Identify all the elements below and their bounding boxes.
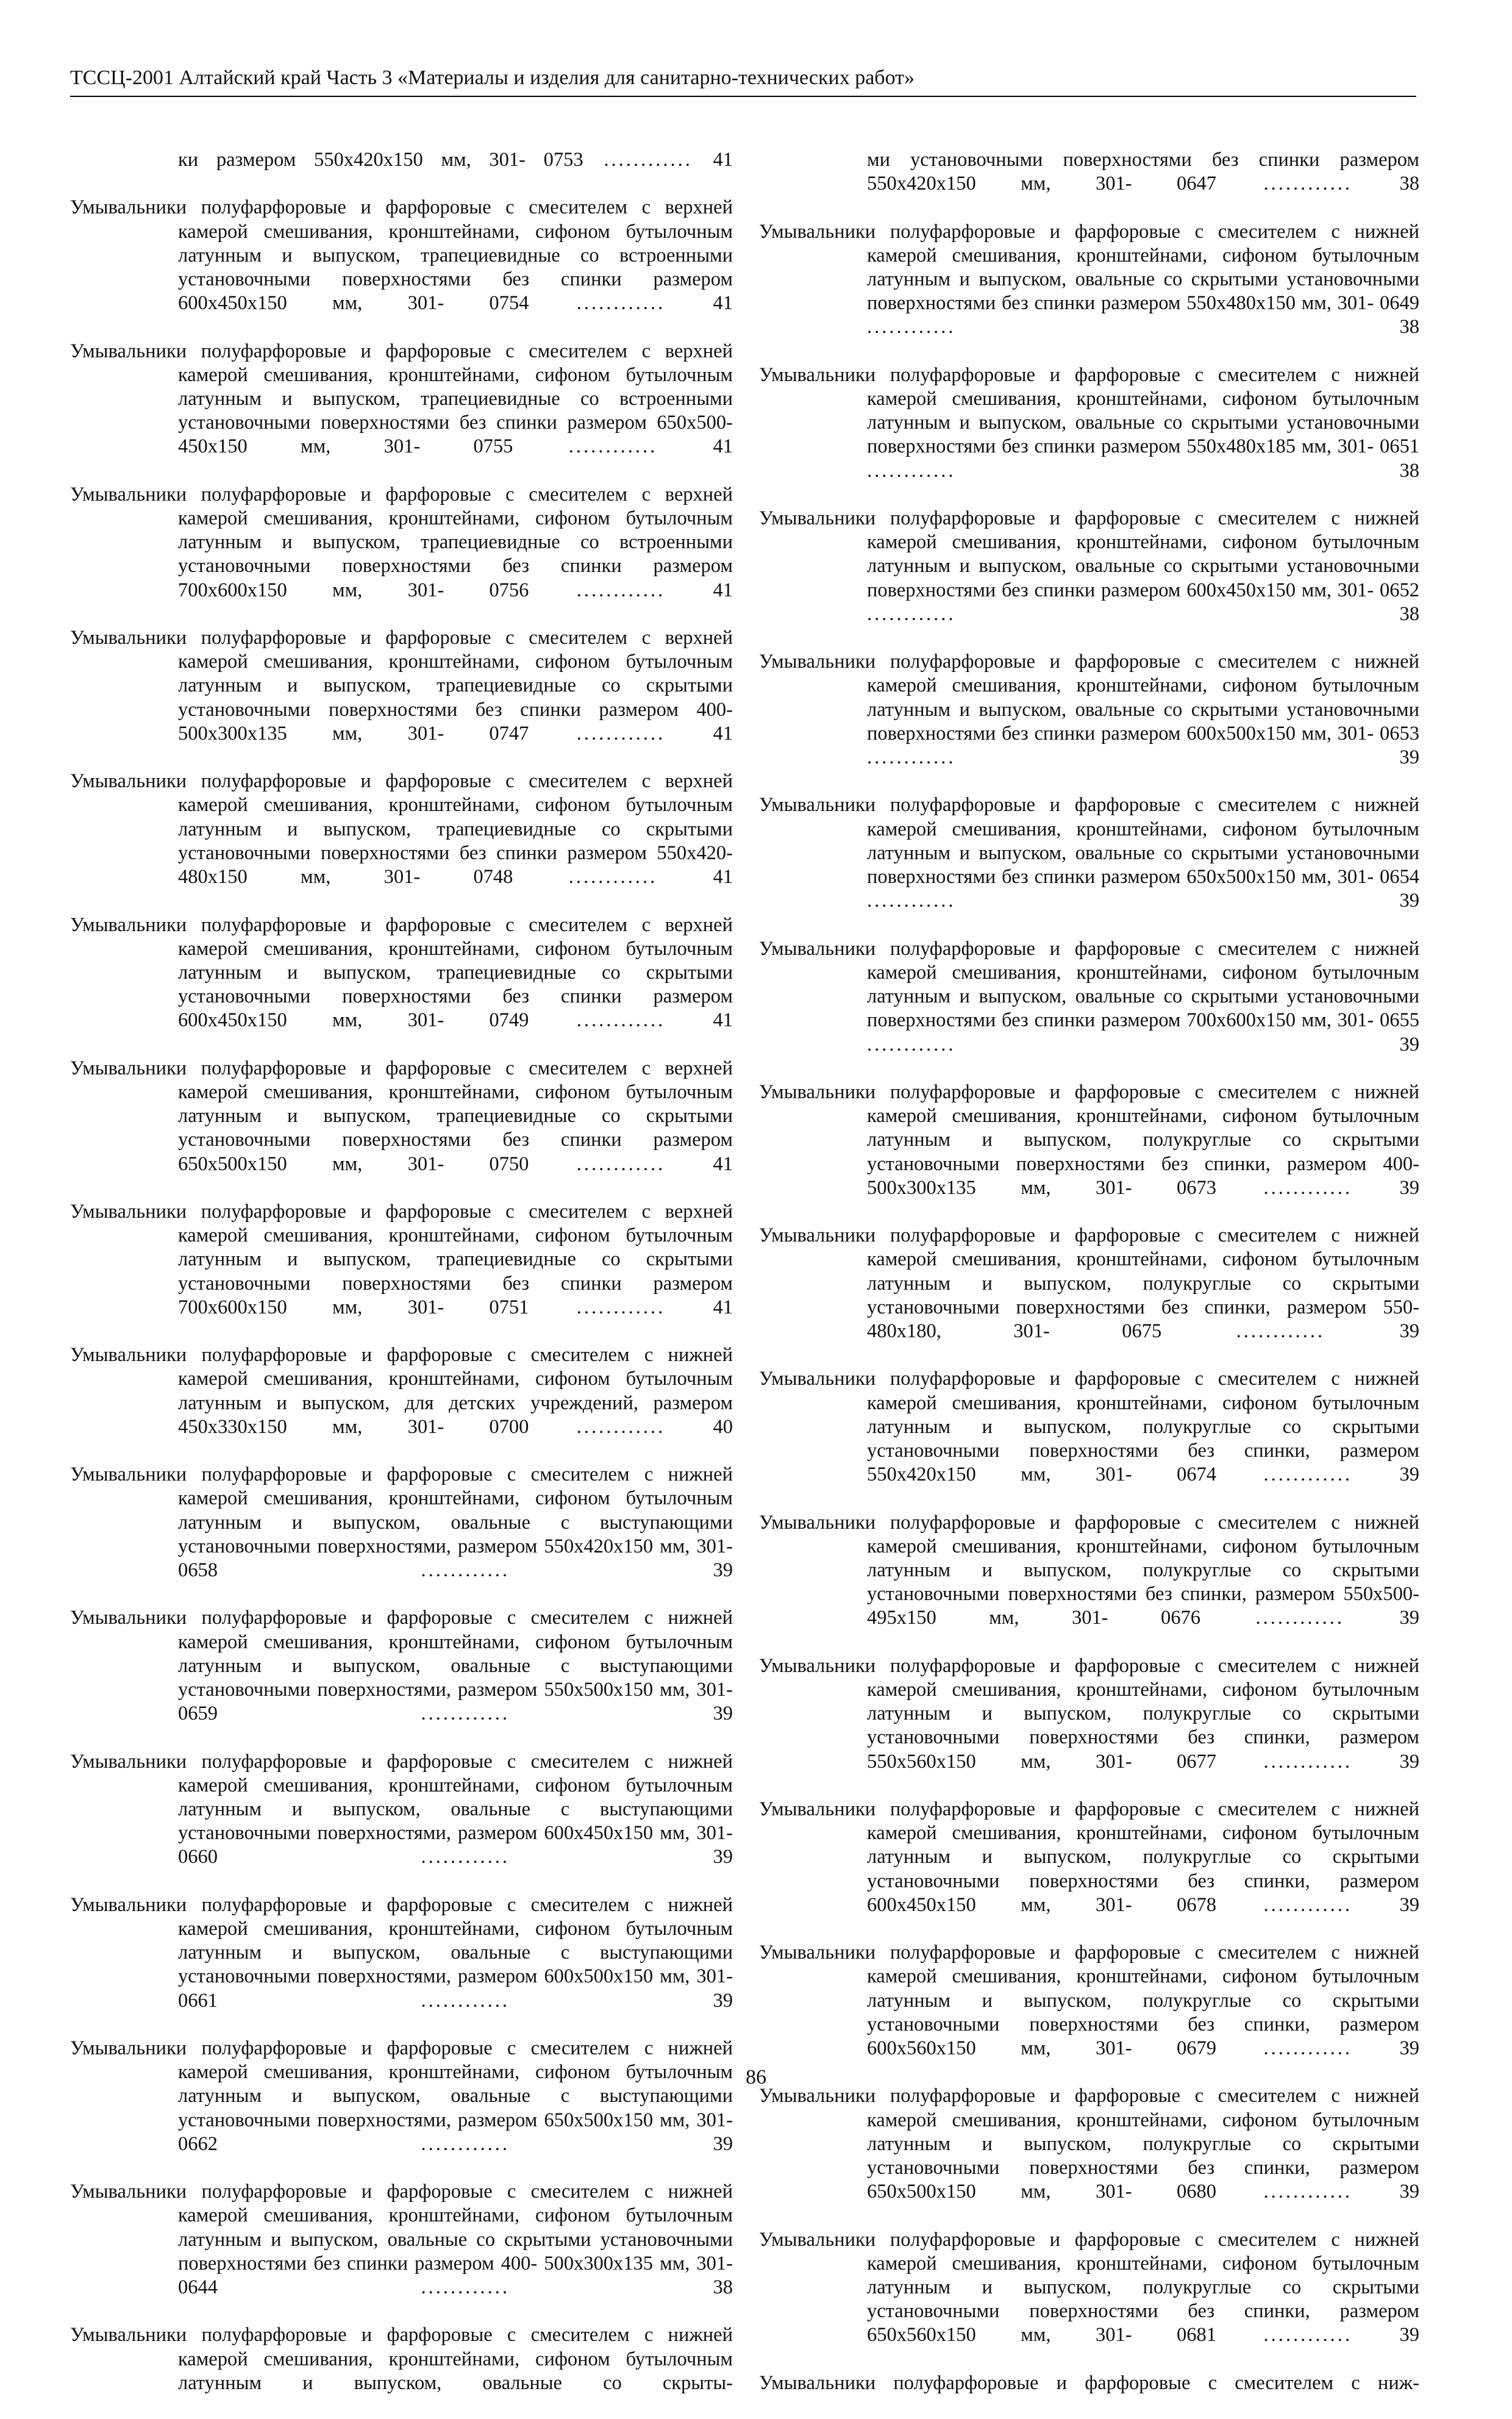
index-entry-text: Умывальники полуфарфоровые и фарфоровые с смесителем с нижней камерой смешивания, кронштейнами, сифоном бутылочным латунным и выпуском, полукруглые со скрытыми установочными поверхностями без спинки, размером 650х560х150 мм, 301- 0681 xyxy=(759,2228,1419,2346)
index-entry xyxy=(70,1057,733,1200)
index-entry-text: Умывальники полуфарфоровые и фарфоровые с смесителем с нижней камерой смешивания, кронштейнами, сифоном бутылочным латунным и выпуском, полукруглые со скрытыми установочными поверхностями без спинки, размером 550х500- 495х150 мм, 301- 0676 xyxy=(759,1511,1419,1629)
index-entry-text: Умывальники полуфарфоровые и фарфоровые с смесителем с верхней камерой смешивания, кронштейнами, сифоном бутылочным латунным и выпуском, трапециевидные со скрытыми установочными поверхностями без спинки размером 650х500х150 мм, 301- 0750 xyxy=(70,1057,733,1175)
page-number: 86 xyxy=(746,2066,766,2088)
index-entry-page: 39 xyxy=(1399,2324,1419,2346)
index-entry-text: Умывальники полуфарфоровые и фарфоровые с смесителем с нижней камерой смешивания, кронштейнами, сифоном бутылочным латунным и выпуском, овальные со скрытыми установочными поверхностями без спинки размером 600х500х150 мм, 301- 0653 xyxy=(759,651,1419,745)
index-entry-text: Умывальники полуфарфоровые и фарфоровые с смесителем с верхней камерой смешивания, кронштейнами, сифоном бутылочным латунным и выпуском, трапециевидные со встроенными установочными поверхностями без спинки размером 650х500- 450х150 мм, 301- 0755 xyxy=(70,340,733,458)
dot-leader: ............ xyxy=(867,459,1400,482)
index-entry-page: 39 xyxy=(1399,2037,1419,2060)
index-entry xyxy=(759,937,1419,1081)
dot-leader: ............ xyxy=(513,435,713,458)
index-entry-page: 39 xyxy=(1399,1320,1420,1342)
dot-leader: ............ xyxy=(1200,1607,1400,1629)
dot-leader: ............ xyxy=(1216,2181,1400,2203)
index-entry-text: Умывальники полуфарфоровые и фарфоровые с смесителем с нижней камерой смешивания, кронштейнами, сифоном бутылочным латунным и выпуском, полукруглые со скрытыми установочными поверхностями без спинки, размером 550- 480х180, 301- 0675 xyxy=(759,1224,1419,1342)
index-entry-page: 39 xyxy=(1399,1607,1419,1629)
index-entry-page: 39 xyxy=(1399,1463,1419,1486)
dot-leader: ............ xyxy=(529,1009,713,1032)
dot-leader: ............ xyxy=(1216,1750,1400,1773)
index-entry-page: 41 xyxy=(713,1152,733,1175)
index-entry xyxy=(70,1343,733,1463)
dot-leader: ............ xyxy=(1216,1463,1400,1486)
dot-leader: ............ xyxy=(1216,173,1400,195)
dot-leader: ............ xyxy=(867,1033,1400,1056)
index-entry xyxy=(70,1606,733,1749)
index-entry-page: 39 xyxy=(1399,890,1419,912)
index-entry-page: 39 xyxy=(1399,1176,1419,1199)
index-entry-page: 39 xyxy=(1399,2181,1419,2203)
index-entry-page: 39 xyxy=(1399,1033,1419,1056)
dot-leader: ............ xyxy=(1216,2037,1400,2060)
dot-leader: ............ xyxy=(218,1703,713,1725)
index-entry-page: 39 xyxy=(713,1989,733,2012)
index-entry-text: Умывальники полуфарфоровые и фарфоровые с смесителем с ниж- xyxy=(759,2371,1419,2394)
index-entry-page: 38 xyxy=(1399,602,1419,625)
index-entry-text: Умывальники полуфарфоровые и фарфоровые с смесителем с нижней камерой смешивания, кронштейнами, сифоном бутылочным латунным и выпуском, овальные со скрытыми установочными поверхностями без спинки размером 600х450х150 мм, 301- 0652 xyxy=(759,507,1419,601)
index-entry xyxy=(759,1511,1419,1654)
index-entry-text: Умывальники полуфарфоровые и фарфоровые с смесителем с нижней камерой смешивания, кронштейнами, сифоном бутылочным латунным и выпуском, овальные с выступающими установочными поверхностями, размером 600х450х150 мм, 301- 0660 xyxy=(70,1750,733,1868)
index-entry-text: Умывальники полуфарфоровые и фарфоровые с смесителем с верхней камерой смешивания, кронштейнами, сифоном бутылочным латунным и выпуском, трапециевидные со скрытыми установочными поверхностями без спинки размером 400- 500х300х135 мм, 301- 0747 xyxy=(70,627,733,745)
index-entry xyxy=(759,2371,1419,2419)
index-entry-page: 39 xyxy=(713,1559,733,1581)
index-entry-text: Умывальники полуфарфоровые и фарфоровые с смесителем с нижней камерой смешивания, кронштейнами, сифоном бутылочным латунным и выпуском, полукруглые со скрытыми установочными поверхностями без спинки, размером 600х450х150 мм, 301- 0678 xyxy=(759,1798,1419,1916)
index-entry-text: Умывальники полуфарфоровые и фарфоровые с смесителем с нижней камерой смешивания, кронштейнами, сифоном бутылочным латунным и выпуском, полукруглые со скрытыми установочными поверхностями без спинки, размером 550х420х150 мм, 301- 0674 xyxy=(759,1368,1419,1486)
index-entry-page: 38 xyxy=(1399,459,1419,482)
dot-leader: ............ xyxy=(529,722,713,745)
index-entry-text: Умывальники полуфарфоровые и фарфоровые с смесителем с нижней камерой смешивания, кронштейнами, сифоном бутылочным латунным и выпуском, овальные со скрытыми установочными поверхностями без спинки размером 700х600х150 мм, 301- 0655 xyxy=(759,937,1419,1032)
index-entry-text: Умывальники полуфарфоровые и фарфоровые с смесителем с нижней камерой смешивания, кронштейнами, сифоном бутылочным латунным и выпуском, овальные со скрытыми установочными поверхностями без спинки размером 400- 500х300х135 мм, 301- 0644 xyxy=(70,2181,733,2299)
index-entry-text: Умывальники полуфарфоровые и фарфоровые с смесителем с нижней камерой смешивания, кронштейнами, сифоном бутылочным латунным и выпуском, овальные со скрытыми установочными поверхностями без спинки размером 650х500х150 мм, 301- 0654 xyxy=(759,794,1419,888)
index-entry-text: Умывальники полуфарфоровые и фарфоровые с смесителем с верхней камерой смешивания, кронштейнами, сифоном бутылочным латунным и выпуском, трапециевидные со скрытыми установочными поверхностями без спинки размером 700х600х150 мм, 301- 0751 xyxy=(70,1200,733,1318)
index-entry xyxy=(70,1463,733,1606)
dot-leader: ............ xyxy=(529,1296,713,1318)
index-entry-page: 38 xyxy=(713,2276,733,2299)
index-entry xyxy=(759,363,1419,507)
index-entry-page: 39 xyxy=(1399,1893,1419,1916)
index-entry-page: 41 xyxy=(713,292,733,315)
index-entry xyxy=(70,770,733,913)
header-rule xyxy=(70,96,1416,97)
index-entry xyxy=(759,793,1419,937)
dot-leader: ............ xyxy=(867,746,1400,769)
index-entry xyxy=(759,650,1419,793)
dot-leader: ............ xyxy=(529,1415,713,1438)
index-entry xyxy=(759,2084,1419,2228)
dot-leader: ............ xyxy=(867,602,1400,625)
index-entry xyxy=(759,148,1419,220)
index-entry xyxy=(759,220,1419,363)
index-entry-page: 41 xyxy=(713,149,733,171)
index-entry-text: Умывальники полуфарфоровые и фарфоровые с смесителем с нижней камерой смешивания, кронштейнами, сифоном бутылочным латунным и выпуском, овальные с выступающими установочными поверхностями, размером 650х500х150 мм, 301- 0662 xyxy=(70,2037,733,2155)
index-entry xyxy=(70,913,733,1057)
dot-leader: ............ xyxy=(529,579,713,601)
index-entry-page: 40 xyxy=(713,1415,733,1438)
index-entry-page: 41 xyxy=(713,435,733,458)
dot-leader: ............ xyxy=(867,890,1400,912)
dot-leader: ............ xyxy=(218,2132,713,2155)
index-entry-page: 41 xyxy=(713,579,733,601)
index-entry-page: 41 xyxy=(713,722,733,745)
index-entry-page: 41 xyxy=(713,1296,733,1318)
index-entry xyxy=(70,626,733,770)
index-entry xyxy=(70,340,733,483)
index-entry xyxy=(70,1750,733,1893)
index-entry-page: 39 xyxy=(1399,746,1419,769)
index-entry xyxy=(759,1224,1419,1367)
index-entry-text: Умывальники полуфарфоровые и фарфоровые с смесителем с верхней камерой смешивания, кронштейнами, сифоном бутылочным латунным и выпуском, трапециевидные со встроенными установочными поверхностями без спинки размером 700х600х150 мм, 301- 0756 xyxy=(70,483,733,601)
index-entry xyxy=(759,1941,1419,2084)
dot-leader: ............ xyxy=(529,292,713,315)
index-entry xyxy=(70,1893,733,2037)
index-entry-text: Умывальники полуфарфоровые и фарфоровые с смесителем с нижней камерой смешивания, кронштейнами, сифоном бутылочным латунным и выпуском, полукруглые со скрытыми установочными поверхностями без спинки, размером 650х500х150 мм, 301- 0680 xyxy=(759,2085,1419,2203)
dot-leader: ............ xyxy=(1216,2324,1400,2346)
index-entry-text: Умывальники полуфарфоровые и фарфоровые с смесителем с нижней камерой смешивания, кронштейнами, сифоном бутылочным латунным и выпуском, полукруглые со скрытыми установочными поверхностями без спинки, размером 600х560х150 мм, 301- 0679 xyxy=(759,1942,1419,2060)
index-entry xyxy=(759,1367,1419,1510)
dot-leader: ............ xyxy=(1161,1320,1400,1342)
index-entry-text: Умывальники полуфарфоровые и фарфоровые с смесителем с нижней камерой смешивания, кронштейнами, сифоном бутылочным латунным и выпуском, для детских учреждений, размером 450х330х150 мм, 301- 0700 xyxy=(70,1344,733,1438)
index-entry-page: 39 xyxy=(713,2132,733,2155)
index-entry-page: 38 xyxy=(1399,316,1419,338)
index-entry-text: Умывальники полуфарфоровые и фарфоровые с смесителем с нижней камерой смешивания, кронштейнами, сифоном бутылочным латунным и выпуском, овальные со скрытыми установочными поверхностями без спинки размером 550х480х150 мм, 301- 0649 xyxy=(759,220,1419,315)
dot-leader: ............ xyxy=(513,866,713,888)
index-entry-text: Умывальники полуфарфоровые и фарфоровые с смесителем с нижней камерой смешивания, кронштейнами, сифоном бутылочным латунным и выпуском, овальные с выступающими установочными поверхностями, размером 550х420х150 мм, 301- 0658 xyxy=(70,1463,733,1581)
index-entry-text: Умывальники полуфарфоровые и фарфоровые с смесителем с нижней камерой смешивания, кронштейнами, сифоном бутылочным латунным и выпуском, полукруглые со скрытыми установочными поверхностями без спинки, размером 550х560х150 мм, 301- 0677 xyxy=(759,1654,1419,1773)
index-entry xyxy=(70,148,733,196)
index-entry-page: 39 xyxy=(1399,1750,1419,1773)
index-entry-text: Умывальники полуфарфоровые и фарфоровые с смесителем с верхней камерой смешивания, кронштейнами, сифоном бутылочным латунным и выпуском, трапециевидные со встроенными установочными поверхностями без спинки размером 600х450х150 мм, 301- 0754 xyxy=(70,196,733,315)
dot-leader: ............ xyxy=(218,2276,713,2299)
index-entry-page: 39 xyxy=(713,1846,733,1868)
index-entry-page: 41 xyxy=(713,1009,733,1032)
index-entry xyxy=(70,2037,733,2180)
index-entry-text: Умывальники полуфарфоровые и фарфоровые с смесителем с нижней камерой смешивания, кронштейнами, сифоном бутылочным латунным и выпуском, полукруглые со скрытыми установочными поверхностями без спинки, размером 400- 500х300х135 мм, 301- 0673 xyxy=(759,1081,1419,1199)
index-entry xyxy=(70,196,733,339)
index-entry xyxy=(759,507,1419,650)
index-entry xyxy=(759,1798,1419,1941)
index-entry xyxy=(759,2228,1419,2371)
index-entry-page: 39 xyxy=(713,1703,733,1725)
dot-leader: ............ xyxy=(218,1559,713,1581)
index-entry-text: Умывальники полуфарфоровые и фарфоровые с смесителем с нижней камерой смешивания, кронштейнами, сифоном бутылочным латунным и выпуском, овальные со скрытыми установочными поверхностями без спинки размером 550х480х185 мм, 301- 0651 xyxy=(759,363,1419,458)
index-entry xyxy=(759,1654,1419,1798)
index-entry-text: Умывальники полуфарфоровые и фарфоровые с смесителем с нижней камерой смешивания, кронштейнами, сифоном бутылочным латунным и выпуском, овальные с выступающими установочными поверхностями, размером 600х500х150 мм, 301- 0661 xyxy=(70,1893,733,2012)
index-entry xyxy=(70,2180,733,2323)
index-entry-text: Умывальники полуфарфоровые и фарфоровые с смесителем с верхней камерой смешивания, кронштейнами, сифоном бутылочным латунным и выпуском, трапециевидные со скрытыми установочными поверхностями без спинки размером 600х450х150 мм, 301- 0749 xyxy=(70,913,733,1032)
dot-leader: ............ xyxy=(1216,1176,1400,1199)
index-entry xyxy=(70,1200,733,1343)
dot-leader: ............ xyxy=(218,1989,713,2012)
index-entry-text: Умывальники полуфарфоровые и фарфоровые с смесителем с нижней камерой смешивания, кронштейнами, сифоном бутылочным латунным и выпуском, овальные с выступающими установочными поверхностями, размером 550х500х150 мм, 301- 0659 xyxy=(70,1607,733,1725)
dot-leader: ............ xyxy=(1216,1893,1400,1916)
index-entry-text: Умывальники полуфарфоровые и фарфоровые с смесителем с нижней камерой смешивания, кронштейнами, сифоном бутылочным латунным и выпуском, овальные со скрыты- xyxy=(70,2324,733,2394)
index-entry-page: 38 xyxy=(1399,173,1419,195)
dot-leader: ............ xyxy=(867,316,1400,338)
dot-leader: ............ xyxy=(218,1846,713,1868)
index-entry-page: 41 xyxy=(713,866,733,888)
index-entry xyxy=(759,1081,1419,1224)
index-entry-text: ки размером 550х420х150 мм, 301- 0753 xyxy=(178,149,583,171)
index-entry xyxy=(70,2323,733,2419)
dot-leader: ............ xyxy=(529,1152,713,1175)
index-entry-text: Умывальники полуфарфоровые и фарфоровые с смесителем с верхней камерой смешивания, кронштейнами, сифоном бутылочным латунным и выпуском, трапециевидные со скрытыми установочными поверхностями без спинки размером 550х420- 480х150 мм, 301- 0748 xyxy=(70,770,733,888)
page-header: ТССЦ-2001 Алтайский край Часть 3 «Материалы и изделия для санитарно-технических работ» xyxy=(70,66,915,89)
index-entry xyxy=(70,483,733,626)
index-entry-text: ми установочными поверхностями без спинки размером 550х420х150 мм, 301- 0647 xyxy=(867,149,1419,195)
dot-leader: ............ xyxy=(583,149,713,171)
